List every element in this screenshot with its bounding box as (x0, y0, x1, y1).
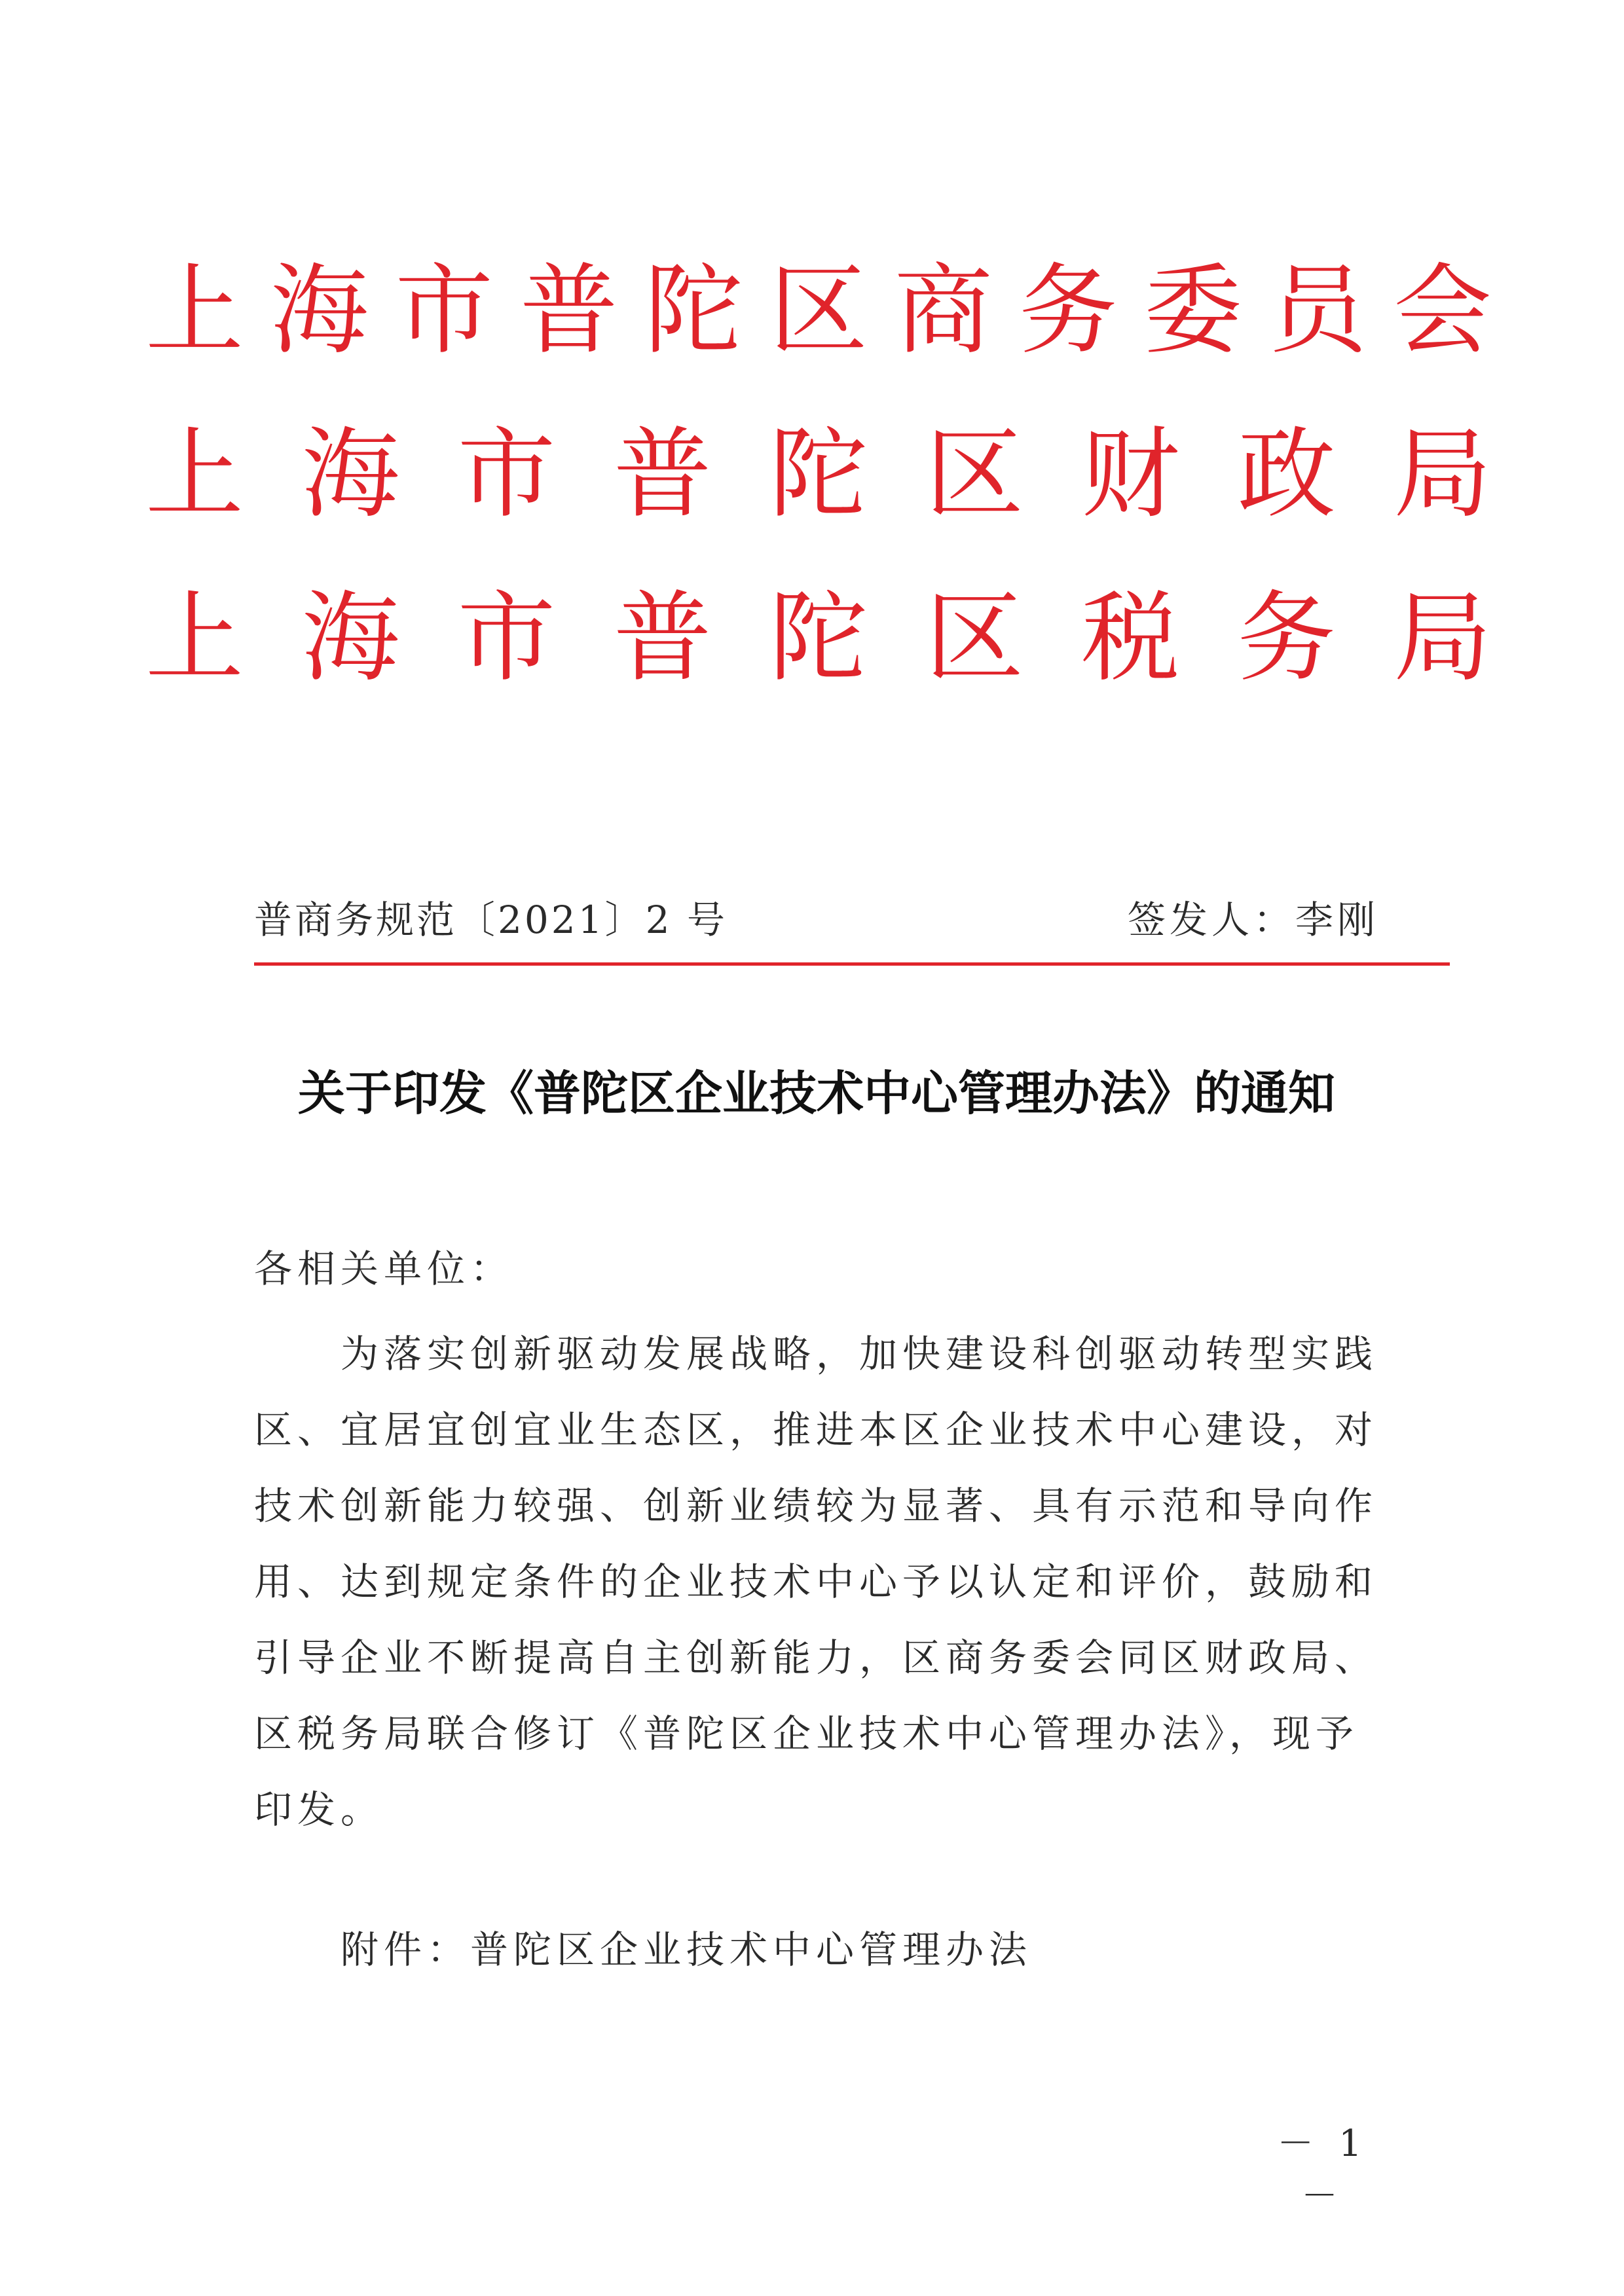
issuer-char: 市 (457, 418, 556, 532)
issuer-char: 区 (769, 254, 868, 368)
issuer-char: 务 (1237, 581, 1336, 695)
paragraph-line: 技术创新能力较强、创新业绩较为显著、具有示范和导向作 (254, 1484, 1378, 1528)
paragraph-line: 引导企业不断提高自主创新能力，区商务委会同区财政局、 (254, 1635, 1378, 1680)
issuer-char: 普 (519, 254, 618, 368)
issuer-char: 税 (1081, 581, 1180, 695)
document-number-row (254, 890, 1379, 949)
document-number: 普商务规范〔2021〕2 号 (254, 898, 728, 942)
signer: 签发人：李刚 (1127, 898, 1379, 942)
body-paragraph (254, 1316, 1379, 1848)
issuer-char: 陀 (769, 418, 868, 532)
salutation: 各相关单位： (254, 1247, 514, 1291)
issuer-char: 会 (1393, 254, 1492, 368)
issuer-line-finance (145, 419, 1492, 530)
paragraph-line: 为落实创新驱动发展战略，加快建设科创驱动转型实践 (341, 1332, 1378, 1376)
issuer-char: 市 (395, 254, 494, 368)
issuer-char: 陀 (644, 254, 743, 368)
issuer-char: 上 (145, 581, 244, 695)
issuer-char: 区 (925, 418, 1024, 532)
paragraph-line: 区税务局联合修订《普陀区企业技术中心管理办法》，现予 (254, 1711, 1359, 1756)
attachment-line: 附件：普陀区企业技术中心管理办法 (341, 1927, 1033, 1972)
issuer-char: 商 (894, 254, 993, 368)
issuer-char: 局 (1393, 418, 1492, 532)
issuer-char: 海 (301, 581, 400, 695)
document-title: 关于印发《普陀区企业技术中心管理办法》的通知 (297, 1065, 1335, 1121)
header-divider (254, 962, 1450, 966)
issuer-char: 政 (1237, 418, 1336, 532)
issuer-char: 海 (301, 418, 400, 532)
issuer-char: 上 (145, 418, 244, 532)
paragraph-line: 区、宜居宜创宜业生态区，推进本区企业技术中心建设，对 (254, 1408, 1378, 1452)
paragraph-line: 印发。 (254, 1787, 384, 1832)
issuer-char: 海 (270, 254, 369, 368)
issuer-char: 市 (457, 581, 556, 695)
issuer-char: 员 (1268, 254, 1367, 368)
issuer-line-tax (145, 583, 1492, 694)
issuer-char: 普 (613, 418, 712, 532)
issuer-char: 区 (925, 581, 1024, 695)
page-number: － 1 － (1277, 2123, 1369, 2217)
issuer-char: 财 (1081, 418, 1180, 532)
issuer-char: 上 (145, 254, 244, 368)
issuer-char: 委 (1143, 254, 1242, 368)
paragraph-line: 用、达到规定条件的企业技术中心予以认定和评价，鼓励和 (254, 1559, 1378, 1604)
issuer-char: 普 (613, 581, 712, 695)
issuer-char: 务 (1019, 254, 1118, 368)
issuer-line-commerce (145, 255, 1492, 367)
issuer-char: 陀 (769, 581, 868, 695)
issuer-char: 局 (1393, 581, 1492, 695)
